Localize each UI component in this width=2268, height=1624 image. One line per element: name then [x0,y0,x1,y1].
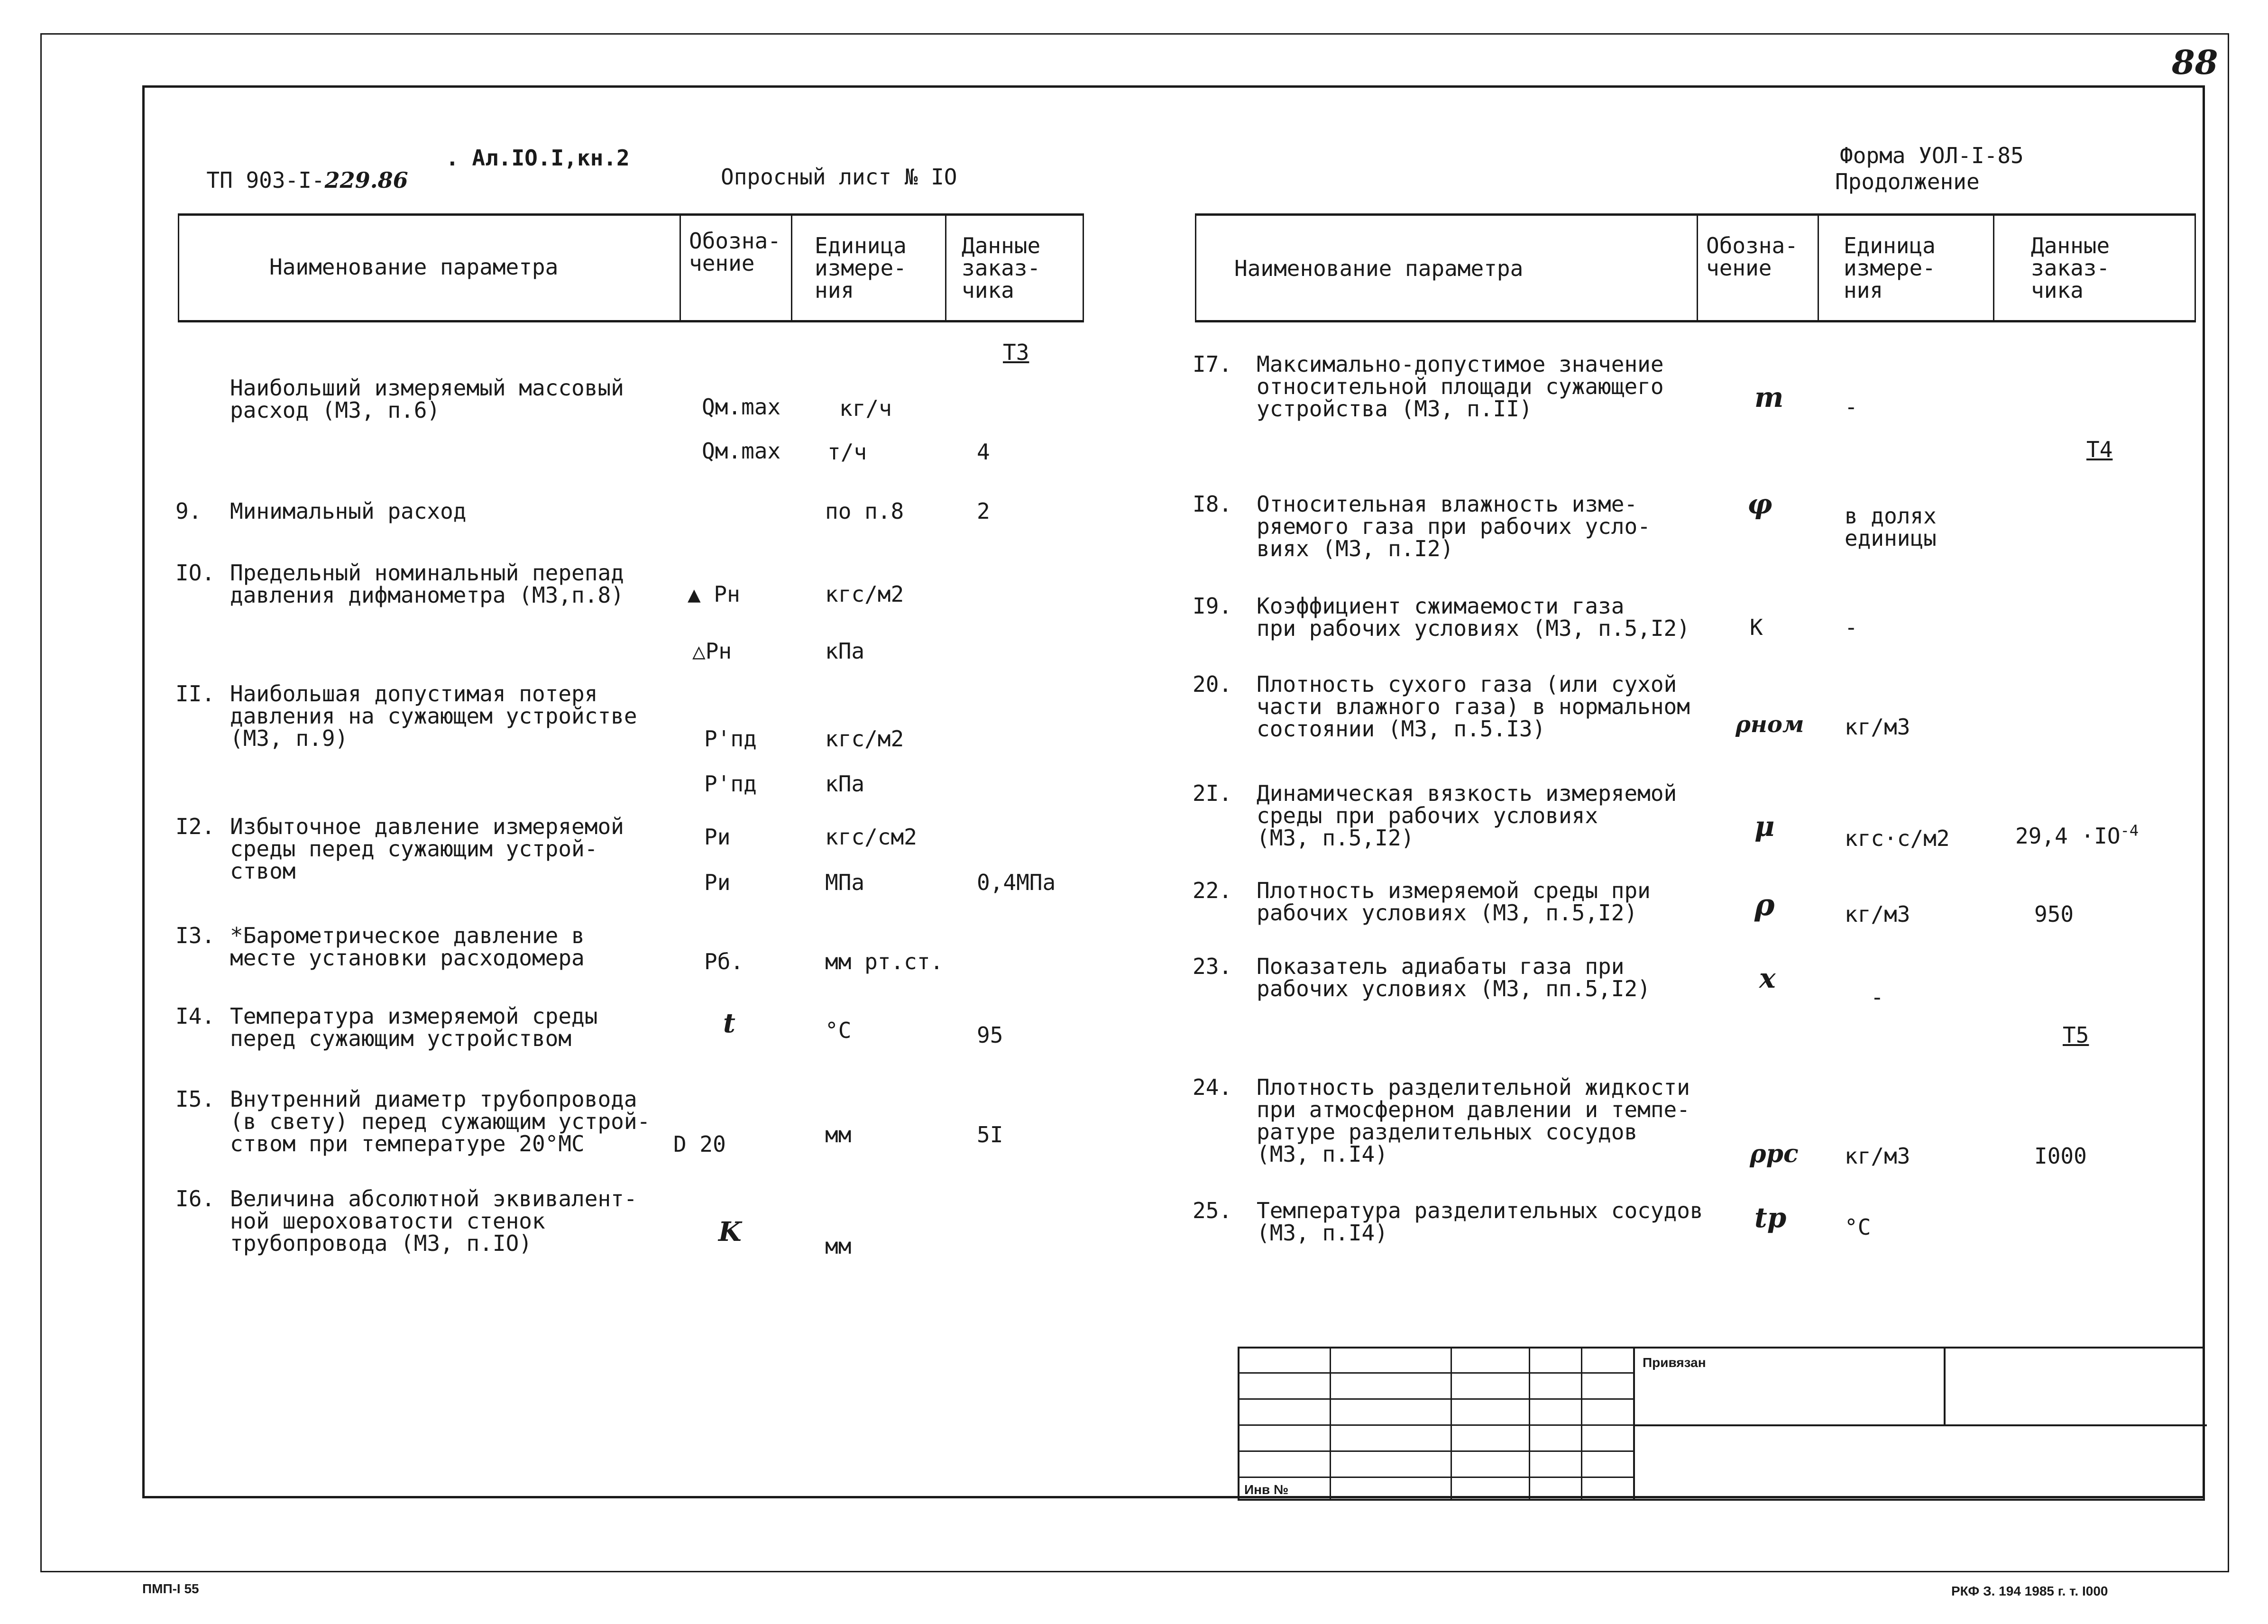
left-row-symbol-text: Рн [705,638,732,664]
right-row-unit: в долях единицы [1845,503,1937,551]
album-ref: . Ал.IO.I,кн.2 [446,145,630,171]
right-row-symbol: ρрс [1750,1139,1799,1168]
left-row-symbol: Р'пд [704,726,757,752]
right-row-name: Максимально-допустимое значение относительной площади сужающего устройства (МЗ, п.II) [1257,351,1664,422]
right-row-num: 22. [1193,878,1232,903]
right-row-unit: кг/м3 [1845,901,1910,927]
right-col-data: Данные заказ- чика [2031,233,2110,303]
right-row-symbol: μ [1754,810,1775,843]
right-row-unit: кг/м3 [1845,1143,1910,1169]
left-row-num: I2. [175,814,215,839]
right-row-num: I9. [1193,593,1232,619]
right-row-value: I000 [2034,1143,2087,1169]
right-row-num: 2I. [1193,780,1232,806]
right-row-value-exp: -4 [2120,821,2139,840]
left-row-name: *Барометрическое давление в месте установки расходомера [230,923,585,971]
left-row-symbol: D 20 [673,1131,726,1157]
right-row-unit: кгс·с/м2 [1845,826,1950,851]
right-col-unit: Единица измере- ния [1844,233,1936,303]
right-table-header [1195,213,2196,322]
right-row-symbol: x [1759,962,1776,994]
left-row-value: 4 [977,439,990,465]
right-row-value-text: 29,4 ·IO [2015,823,2121,849]
doc-code-prefix: ТП 903-I- [206,167,325,193]
left-row-value: 0,4МПа [977,870,1056,895]
left-col-name: Наименование параметра [269,254,559,280]
right-row-unit: - [1845,394,1858,420]
left-row-unit: мм рт.ст. [825,949,944,974]
left-row-value: 2 [977,498,990,524]
left-row-symbol [692,640,732,662]
footer-left: ПМП-I 55 [142,1581,199,1596]
right-row-symbol: ρ [1754,887,1775,923]
delta-icon: ▲ [688,581,701,607]
right-row-name: Показатель адиабаты газа при рабочих условиях (МЗ, пп.5,I2) [1257,954,1651,1001]
left-row-unit: мм [825,1233,852,1259]
left-row-unit: кгс/м2 [825,581,904,607]
left-row-symbol: Ри [704,870,731,895]
stamp-block [1238,1347,2205,1501]
right-col-symbol: Обозна- чение [1706,233,1798,281]
left-row-unit: кгс/м2 [825,726,904,752]
left-col-symbol: Обозна- чение [689,228,781,276]
right-row-name: Плотность разделительной жидкости при атмосферном давлении и темпе- ратуре разделительных сосудов (МЗ, п.I4) [1257,1074,1690,1167]
right-row-symbol: m [1754,381,1784,413]
right-row-symbol: φ [1747,488,1772,520]
left-col-data: Данные заказ- чика [962,233,1041,303]
right-row-symbol: ρном [1735,711,1804,738]
right-row-num: 20. [1193,671,1232,697]
left-row-unit: кг/ч [839,395,892,421]
left-row-unit: кгс/см2 [825,824,917,850]
left-row-unit: т/ч [827,439,867,465]
right-row-name: Плотность сухого газа (или сухой части влажного газа) в нормальном состоянии (МЗ, п.5.I3) [1257,671,1690,742]
left-row-value: 5I [977,1122,1003,1147]
left-row-num: I6. [175,1186,215,1211]
doc-code-number: 229.86 [324,167,408,193]
page-title: Опросный лист № IO [721,164,957,190]
left-row-unit: по п.8 [825,498,904,524]
left-table-header [178,213,1084,322]
left-row-num: II. [175,681,215,706]
left-row-symbol: Qм.max [702,438,781,464]
left-row-name: Избыточное давление измеряемой среды перед сужающим устрой- ством [230,814,624,884]
right-row-num: I8. [1193,491,1232,517]
right-row-unit: - [1845,615,1858,640]
right-row-symbol: K [1750,615,1763,640]
left-row-symbol-text: Рн [714,581,740,607]
right-row-unit: кг/м3 [1845,714,1910,740]
right-row-value: 950 [2034,901,2074,927]
left-row-symbol: Qм.max [702,394,781,420]
left-col-unit: Единица измере- ния [815,233,907,303]
section-mark-t4: Т4 [2086,437,2113,462]
left-row-num: I5. [175,1086,215,1112]
left-row-value: 95 [977,1022,1003,1048]
left-row-num: I4. [175,1003,215,1029]
left-row-num: 9. [175,498,202,524]
left-row-unit: кПа [825,771,865,797]
right-row-num: 23. [1193,954,1232,979]
continuation-label: Продолжение [1835,169,1980,194]
stamp-inv-label: Инв № [1244,1482,1289,1497]
left-row-num: IO. [175,560,215,586]
left-row-name: Величина абсолютной эквивалент- ной шероховатости стенок трубопровода (МЗ, п.IO) [230,1186,637,1256]
right-row-unit: °С [1845,1214,1871,1240]
left-row-unit: кПа [825,638,865,664]
right-col-name: Наименование параметра [1234,256,1524,281]
right-row-name: Плотность измеряемой среды при рабочих условиях (МЗ, п.5,I2) [1257,878,1651,926]
stamp-bound-label: Привязан [1643,1355,1706,1370]
left-row-name: Предельный номинальный перепад давления дифманометра (МЗ,п.8) [230,560,624,608]
right-row-num: 25. [1193,1198,1232,1223]
left-row-name: Минимальный расход [230,498,467,524]
left-row-unit: МПа [825,870,865,895]
left-row-symbol: Р'пд [704,771,757,797]
right-row-symbol: tр [1754,1202,1787,1234]
section-mark-t5: Т5 [2063,1022,2089,1048]
left-row-symbol: Ри [704,824,731,850]
left-row-unit: °С [825,1018,852,1043]
right-row-num: I7. [1193,351,1232,377]
right-row-name: Относительная влажность изме- ряемого газа при рабочих усло- виях (МЗ, п.I2) [1257,491,1651,561]
form-code: Форма УОЛ-I-85 [1840,143,2024,168]
left-row-name: Температура измеряемой среды перед сужающим устройством [230,1003,598,1051]
right-row-num: 24. [1193,1074,1232,1100]
right-row-name: Динамическая вязкость измеряемой среды при рабочих условиях (МЗ, п.5,I2) [1257,780,1677,851]
section-mark-t3: ТЗ [1003,339,1029,365]
right-row-name: Температура разделительных сосудов (МЗ, п.I4) [1257,1198,1703,1246]
page-number: 88 [2172,43,2218,82]
left-row-name: Наибольший измеряемый массовый расход (МЗ, п.6) [230,375,624,423]
footer-right: РКФ З. 194 1985 г. т. I000 [1951,1584,2108,1598]
left-row-symbol: K [718,1216,742,1248]
left-row-name: Внутренний диаметр трубопровода (в свету) перед сужающим устрой- ством при температуре 20°МС [230,1086,651,1156]
delta-icon: △ [692,638,706,664]
right-row-unit: - [1871,984,1884,1010]
right-row-value [2015,821,2139,849]
doc-code [180,147,408,192]
left-row-symbol: t [723,1008,735,1039]
left-row-unit: мм [825,1122,852,1147]
left-row-num: I3. [175,923,215,948]
left-row-name: Наибольшая допустимая потеря давления на сужающем устройстве (МЗ, п.9) [230,681,637,751]
right-row-name: Коэффициент сжимаемости газа при рабочих условиях (МЗ, п.5,I2) [1257,593,1690,641]
left-row-symbol: Рб. [704,949,744,974]
left-row-symbol [688,583,740,606]
